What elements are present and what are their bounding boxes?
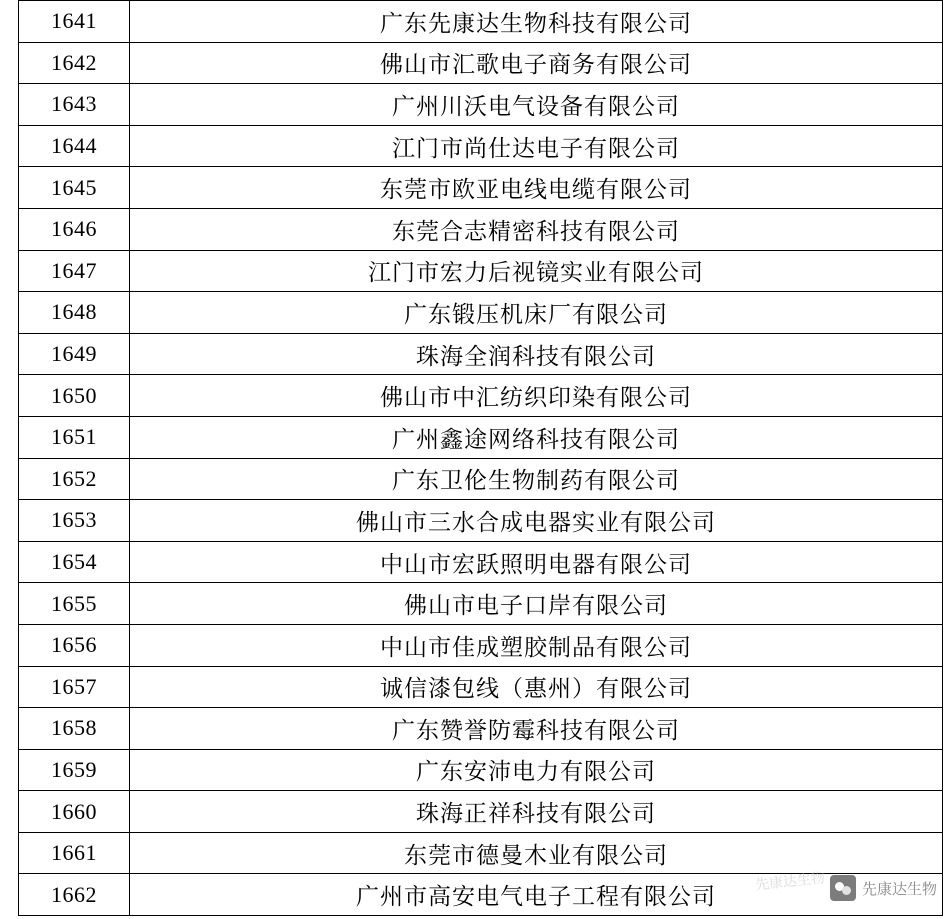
cell-row-number: 1655 xyxy=(19,583,130,625)
cell-row-number: 1645 xyxy=(19,167,130,209)
cell-row-number: 1649 xyxy=(19,333,130,375)
cell-row-number: 1650 xyxy=(19,375,130,417)
table-row xyxy=(19,333,943,375)
cell-company-name: 广州川沃电气设备有限公司 xyxy=(130,84,943,126)
cell-company-name: 广东先康达生物科技有限公司 xyxy=(130,1,943,43)
cell-company-name: 广东卫伦生物制药有限公司 xyxy=(130,458,943,500)
table-row xyxy=(19,791,943,833)
cell-company-name: 广州鑫途网络科技有限公司 xyxy=(130,416,943,458)
cell-row-number: 1648 xyxy=(19,292,130,334)
table-row xyxy=(19,208,943,250)
table-row xyxy=(19,250,943,292)
cell-row-number: 1651 xyxy=(19,416,130,458)
cell-row-number: 1659 xyxy=(19,749,130,791)
cell-row-number: 1661 xyxy=(19,832,130,874)
table-row xyxy=(19,292,943,334)
cell-company-name: 江门市尚仕达电子有限公司 xyxy=(130,125,943,167)
cell-row-number: 1642 xyxy=(19,42,130,84)
table-row xyxy=(19,583,943,625)
table-row xyxy=(19,541,943,583)
wechat-account-logo-icon xyxy=(830,875,856,901)
cell-row-number: 1652 xyxy=(19,458,130,500)
cell-row-number: 1646 xyxy=(19,208,130,250)
cell-company-name: 珠海正祥科技有限公司 xyxy=(130,791,943,833)
table-row xyxy=(19,624,943,666)
cell-company-name: 中山市宏跃照明电器有限公司 xyxy=(130,541,943,583)
table-row xyxy=(19,1,943,43)
cell-company-name: 广州市高安电气电子工程有限公司 xyxy=(130,874,943,916)
table-row xyxy=(19,749,943,791)
table-row xyxy=(19,416,943,458)
cell-company-name: 佛山市汇歌电子商务有限公司 xyxy=(130,42,943,84)
cell-company-name: 江门市宏力后视镜实业有限公司 xyxy=(130,250,943,292)
table-row xyxy=(19,458,943,500)
cell-row-number: 1658 xyxy=(19,708,130,750)
cell-company-name: 佛山市中汇纺织印染有限公司 xyxy=(130,375,943,417)
cell-company-name: 广东安沛电力有限公司 xyxy=(130,749,943,791)
table-row xyxy=(19,500,943,542)
wechat-account-name: 先康达生物 xyxy=(861,880,937,898)
cell-company-name: 诚信漆包线（惠州）有限公司 xyxy=(130,666,943,708)
table-row xyxy=(19,832,943,874)
cell-row-number: 1660 xyxy=(19,791,130,833)
cell-row-number: 1654 xyxy=(19,541,130,583)
cell-row-number: 1641 xyxy=(19,1,130,43)
table-row xyxy=(19,42,943,84)
table-row xyxy=(19,84,943,126)
table-row xyxy=(19,666,943,708)
cell-company-name: 广东锻压机床厂有限公司 xyxy=(130,292,943,334)
watermark-badge xyxy=(830,875,937,901)
watermark-ghost-text: 先康达生物 xyxy=(754,869,826,893)
cell-row-number: 1656 xyxy=(19,624,130,666)
cell-row-number: 1657 xyxy=(19,666,130,708)
table-row xyxy=(19,708,943,750)
cell-row-number: 1653 xyxy=(19,500,130,542)
cell-row-number: 1662 xyxy=(19,874,130,916)
cell-company-name: 佛山市三水合成电器实业有限公司 xyxy=(130,500,943,542)
company-list-table xyxy=(18,0,943,916)
cell-row-number: 1644 xyxy=(19,125,130,167)
cell-company-name: 佛山市电子口岸有限公司 xyxy=(130,583,943,625)
cell-company-name: 东莞市德曼木业有限公司 xyxy=(130,832,943,874)
cell-company-name: 东莞市欧亚电线电缆有限公司 xyxy=(130,167,943,209)
table-row xyxy=(19,125,943,167)
table-row xyxy=(19,375,943,417)
cell-company-name: 广东赞誉防霉科技有限公司 xyxy=(130,708,943,750)
cell-row-number: 1647 xyxy=(19,250,130,292)
cell-company-name: 珠海全润科技有限公司 xyxy=(130,333,943,375)
cell-row-number: 1643 xyxy=(19,84,130,126)
cell-company-name: 东莞合志精密科技有限公司 xyxy=(130,208,943,250)
cell-company-name: 中山市佳成塑胶制品有限公司 xyxy=(130,624,943,666)
table-body xyxy=(19,1,943,916)
table-row xyxy=(19,167,943,209)
